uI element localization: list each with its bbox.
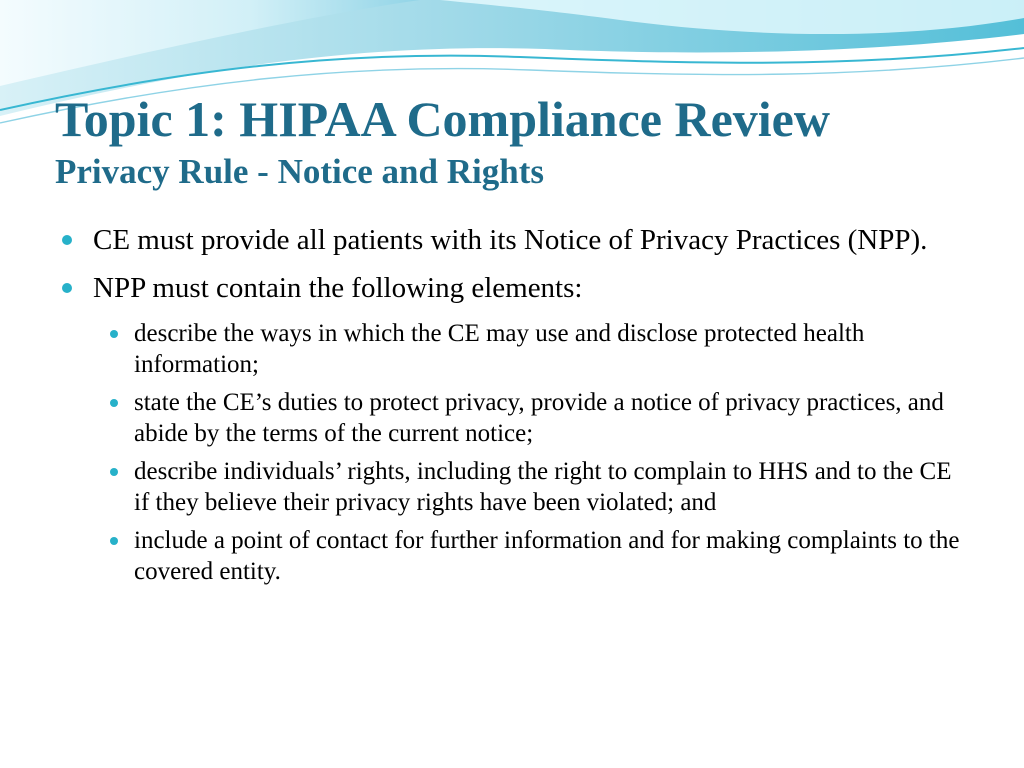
sub-bullet-icon xyxy=(110,330,118,338)
bullet-icon xyxy=(62,283,72,293)
sub-bullet-text: describe individuals’ rights, including the right to complain to HHS and to the CE if they believe their privacy rights have been violated; and xyxy=(134,458,952,516)
bullet-item xyxy=(62,222,962,258)
sub-bullet-icon xyxy=(110,399,118,407)
bullet-icon xyxy=(62,235,72,245)
sub-bullet-item xyxy=(110,525,962,587)
sub-bullet-text: include a point of contact for further information and for making complaints to the covered entity. xyxy=(134,527,960,585)
bullet-item xyxy=(62,270,962,306)
bullet-text: NPP must contain the following elements: xyxy=(93,272,583,304)
bullet-text: CE must provide all patients with its Notice of Privacy Practices (NPP). xyxy=(93,224,928,256)
slide-content xyxy=(62,222,962,594)
sub-bullet-text: state the CE’s duties to protect privacy, provide a notice of privacy practices, and abide by the terms of the current notice; xyxy=(134,389,944,447)
title-block xyxy=(55,88,995,194)
sub-bullet-text: describe the ways in which the CE may use and disclose protected health information; xyxy=(134,320,865,378)
sub-bullet-item xyxy=(110,318,962,380)
slide-subtitle: Privacy Rule - Notice and Rights xyxy=(55,152,544,191)
sub-bullet-item xyxy=(110,387,962,449)
slide-title: Topic 1: HIPAA Compliance Review xyxy=(55,91,830,147)
sub-bullet-item xyxy=(110,456,962,518)
sub-bullet-icon xyxy=(110,468,118,476)
sub-bullet-icon xyxy=(110,537,118,545)
